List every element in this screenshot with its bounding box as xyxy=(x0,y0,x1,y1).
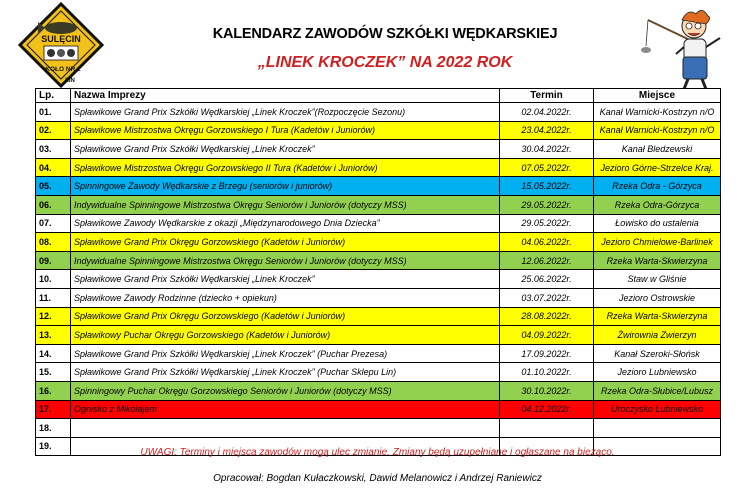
authors-line: Opracował: Bogdan Kułaczkowski, Dawid Melanowicz i Andrzej Raniewicz xyxy=(213,473,542,484)
table-row xyxy=(36,251,721,270)
event-name: Spławikowe Grand Prix Szkółki Wędkarskiej „Linek Kroczek” (Puchar Prezesa) xyxy=(71,344,500,363)
event-name: Spinningowy Puchar Okręgu Gorzowskiego Seniorów i Juniorów (dotyczy MSS) xyxy=(71,381,500,400)
event-date: 29.05.2022r. xyxy=(500,195,594,214)
event-name xyxy=(71,419,500,438)
event-name: Spinningowe Zawody Wędkarskie z Brzegu (seniorów i juniorów) xyxy=(71,177,500,196)
row-number: 06. xyxy=(36,195,71,214)
event-place: Jezioro Ostrowskie xyxy=(594,288,721,307)
event-date: 30.10.2022r. xyxy=(500,381,594,400)
event-place: Kanał Warnicki-Kostrzyn n/O xyxy=(594,103,721,122)
event-date: 07.05.2022r. xyxy=(500,158,594,177)
row-number: 13. xyxy=(36,326,71,345)
event-name: Indywidualne Spinningowe Mistrzostwa Okręgu Seniorów i Juniorów (dotyczy MSS) xyxy=(71,251,500,270)
event-place: Jezioro Lubniewsko xyxy=(594,363,721,382)
event-date: 23.04.2022r. xyxy=(500,121,594,140)
row-number: 17. xyxy=(36,400,71,419)
page-title: KALENDARZ ZAWODÓW SZKÓŁKI WĘDKARSKIEJ xyxy=(212,26,558,42)
event-place: Kanał Bledzewski xyxy=(594,140,721,159)
table-row xyxy=(36,344,721,363)
event-name: Spławikowe Grand Prix Szkółki Wędkarskiej „Linek Kroczek” xyxy=(71,140,500,159)
row-number: 01. xyxy=(36,103,71,122)
table-row xyxy=(36,233,721,252)
event-date: 25.06.2022r. xyxy=(500,270,594,289)
row-number: 03. xyxy=(36,140,71,159)
fish-icon xyxy=(45,22,77,34)
event-date: 01.10.2022r. xyxy=(500,363,594,382)
fisherman-cartoon xyxy=(636,2,736,98)
table-row xyxy=(36,381,721,400)
row-number: 14. xyxy=(36,344,71,363)
table-row xyxy=(36,363,721,382)
row-number: 09. xyxy=(36,251,71,270)
event-place: Rzeka Odra - Górzyca xyxy=(594,177,721,196)
event-name: Spławikowe Mistrzostwa Okręgu Gorzowskiego I Tura (Kadetów i Juniorów) xyxy=(71,121,500,140)
event-place: Staw w Gliśnie xyxy=(594,270,721,289)
event-place: Jezioro Chmielowe-Barlinek xyxy=(594,233,721,252)
event-date xyxy=(500,419,594,438)
event-place: Rzeka Odra-Słubice/Lubusz xyxy=(594,381,721,400)
event-place: Jezioro Górne-Strzelce Kraj. xyxy=(594,158,721,177)
event-name: Spławikowe Grand Prix Okręgu Gorzowskiego (Kadetów i Juniorów) xyxy=(71,307,500,326)
table-row xyxy=(36,400,721,419)
row-number: 04. xyxy=(36,158,71,177)
logo-top-text: SULĘCIN xyxy=(41,34,81,44)
table-row xyxy=(36,288,721,307)
event-place: Rzeka Odra-Górzyca xyxy=(594,195,721,214)
event-date: 04.06.2022r. xyxy=(500,233,594,252)
logo-small-text: LIN xyxy=(65,78,75,84)
event-name: Spławikowe Zawody Wędkarskie z okazji „Międzynarodowego Dnia Dziecka” xyxy=(71,214,500,233)
event-name: Spławikowe Grand Prix Szkółki Wędkarskiej „Linek Kroczek” (Puchar Sklepu Lin) xyxy=(71,363,500,382)
event-place xyxy=(594,419,721,438)
event-place: Uroczysko Lubniewsko xyxy=(594,400,721,419)
event-date: 03.07.2022r. xyxy=(500,288,594,307)
header-date: Termin xyxy=(500,89,594,103)
event-name: Spławikowe Grand Prix Okręgu Gorzowskiego (Kadetów i Juniorów) xyxy=(71,233,500,252)
row-number: 16. xyxy=(36,381,71,400)
table-row xyxy=(36,326,721,345)
row-number: 12. xyxy=(36,307,71,326)
event-date: 04.12.2022r. xyxy=(500,400,594,419)
event-date: 04.09.2022r. xyxy=(500,326,594,345)
event-place: Rzeka Warta-Skwierzyna xyxy=(594,251,721,270)
row-number: 05. xyxy=(36,177,71,196)
table-header-row xyxy=(36,89,721,103)
table-row xyxy=(36,103,721,122)
club-logo xyxy=(18,2,104,88)
event-place: Rzeka Warta-Skwierzyna xyxy=(594,307,721,326)
row-number: 08. xyxy=(36,233,71,252)
event-name: Spławikowy Puchar Okręgu Gorzowskiego (Kadetów i Juniorów) xyxy=(71,326,500,345)
event-name: Spławikowe Zawody Rodzinne (dziecko + opiekun) xyxy=(71,288,500,307)
row-number: 11. xyxy=(36,288,71,307)
table-row xyxy=(36,177,721,196)
event-date: 15.05.2022r. xyxy=(500,177,594,196)
event-place: Łowisko do ustalenia xyxy=(594,214,721,233)
header-place: Miejsce xyxy=(594,89,721,103)
remarks-note: UWAGI: Terminy i miejsca zawodów mogą ulec zmianie. Zmiany będą uzupełniane i ogłaszane na bieżąco. xyxy=(140,447,615,458)
table-row xyxy=(36,140,721,159)
event-date: 12.06.2022r. xyxy=(500,251,594,270)
row-number: 07. xyxy=(36,214,71,233)
table-row xyxy=(36,214,721,233)
logo-bottom-text: KOŁO NR 2 xyxy=(45,66,81,73)
events-table xyxy=(35,88,721,456)
table-row xyxy=(36,419,721,438)
event-date: 28.08.2022r. xyxy=(500,307,594,326)
header-name: Nazwa Imprezy xyxy=(71,89,500,103)
row-number: 02. xyxy=(36,121,71,140)
event-date: 02.04.2022r. xyxy=(500,103,594,122)
header-lp: Lp. xyxy=(36,89,71,103)
row-number: 15. xyxy=(36,363,71,382)
row-number: 19. xyxy=(36,437,71,456)
table-row xyxy=(36,307,721,326)
table-row xyxy=(36,158,721,177)
table-row xyxy=(36,195,721,214)
event-date: 17.09.2022r. xyxy=(500,344,594,363)
event-place: Kanał Warnicki-Kostrzyn n/O xyxy=(594,121,721,140)
event-name: Spławikowe Grand Prix Szkółki Wędkarskiej „Linek Kroczek” xyxy=(71,270,500,289)
event-place: Kanał Szeroki-Słońsk xyxy=(594,344,721,363)
page-subtitle: „LINEK KROCZEK” NA 2022 ROK xyxy=(257,54,513,71)
event-place: Żwirownia Zwierzyn xyxy=(594,326,721,345)
table-row xyxy=(36,121,721,140)
event-name: Spławikowe Grand Prix Szkółki Wędkarskiej „Linek Kroczek”(Rozpoczęcie Sezonu) xyxy=(71,103,500,122)
event-name: Ognisko z Mikołajem xyxy=(71,400,500,419)
event-date: 29.05.2022r. xyxy=(500,214,594,233)
row-number: 10. xyxy=(36,270,71,289)
event-date: 30.04.2022r. xyxy=(500,140,594,159)
row-number: 18. xyxy=(36,419,71,438)
table-row xyxy=(36,270,721,289)
event-name: Indywidualne Spinningowe Mistrzostwa Okręgu Seniorów i Juniorów (dotyczy MSS) xyxy=(71,195,500,214)
event-name: Spławikowe Mistrzostwa Okręgu Gorzowskiego II Tura (Kadetów i Juniorów) xyxy=(71,158,500,177)
